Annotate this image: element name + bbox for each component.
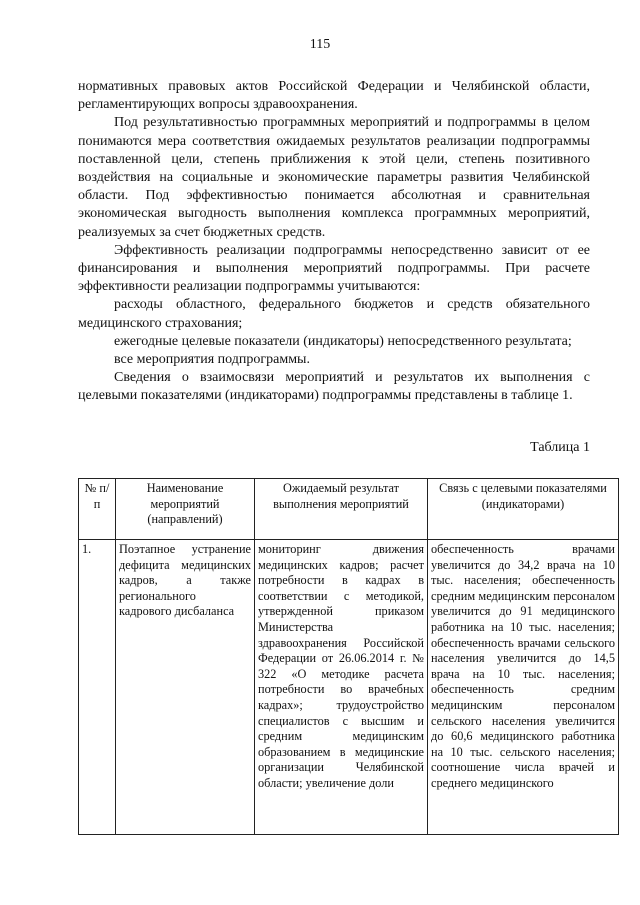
row-name: Поэтапное устранение дефицита медицинских кадров, а также регионального кадрового дисбаланса	[116, 540, 255, 835]
paragraph: расходы областного, федерального бюджетов и средств обязательного медицинского страхования;	[78, 297, 590, 331]
table-caption: Таблица 1	[530, 440, 590, 455]
header-link: Связь с целевыми показателями (индикаторами)	[428, 479, 619, 540]
measures-table	[78, 478, 619, 835]
page-number: 115	[309, 37, 331, 52]
paragraph: все мероприятия подпрограммы.	[114, 352, 310, 368]
paragraph: Под результативностью программных мероприятий и подпрограммы в целом понимаются мера соответствия ожидаемых результатов реализации подпрограммы поставленной цели, степень приближения к этой цели, степень позитивного воздействия на социальные и экономические параметры развития Челябинской области. Под эффективностью понимается абсолютная и сравнительная экономическая выгодность выполнения комплекса программных мероприятий, реализуемых за счет бюджетных средств.	[78, 115, 590, 240]
paragraph: ежегодные целевые показатели (индикаторы) непосредственного результата;	[114, 333, 572, 349]
table-header-row	[79, 479, 619, 540]
paragraph: Сведения о взаимосвязи мероприятий и результатов их выполнения с целевыми показателями (индикаторами) подпрограммы представлены в таблице 1.	[78, 370, 590, 404]
header-name: Наименование мероприятий (направлений)	[116, 479, 255, 540]
row-link: обеспеченность врачами увеличится до 34,2 врача на 10 тыс. населения; обеспеченность средним медицинским персоналом увеличится до 91 медицинского работника на 10 тыс. населения; обеспеченность врачами сельского населения увеличится до 14,5 врача на 10 тыс. населения; обеспеченность средним медицинским персоналом сельского населения увеличится до 60,6 медицинского работника на 10 тыс. сельского населения; соотношение числа врачей и среднего медицинского	[428, 540, 619, 835]
paragraph: Эффективность реализации подпрограммы непосредственно зависит от ее финансирования и выполнения мероприятий подпрограммы. При расчете эффективности реализации подпрограммы учитываются:	[78, 242, 590, 295]
row-num: 1.	[79, 540, 116, 835]
header-result: Ожидаемый результат выполнения мероприятий	[255, 479, 428, 540]
header-num: № п/п	[79, 479, 116, 540]
row-result: мониторинг движения медицинских кадров; расчет потребности в кадрах в соответствии с методикой, утвержденной приказом Министерства здравоохранения Российской Федерации от 26.06.2014 г. № 322 «О методике расчета потребности во врачебных кадрах»; трудоустройство специалистов с высшим и средним медицинским образованием в медицинские организации Челябинской области; увеличение доли	[255, 540, 428, 835]
body-text	[78, 78, 590, 406]
paragraph: нормативных правовых актов Российской Федерации и Челябинской области, регламентирующих вопросы здравоохранения.	[78, 79, 590, 113]
table-row	[79, 540, 619, 835]
